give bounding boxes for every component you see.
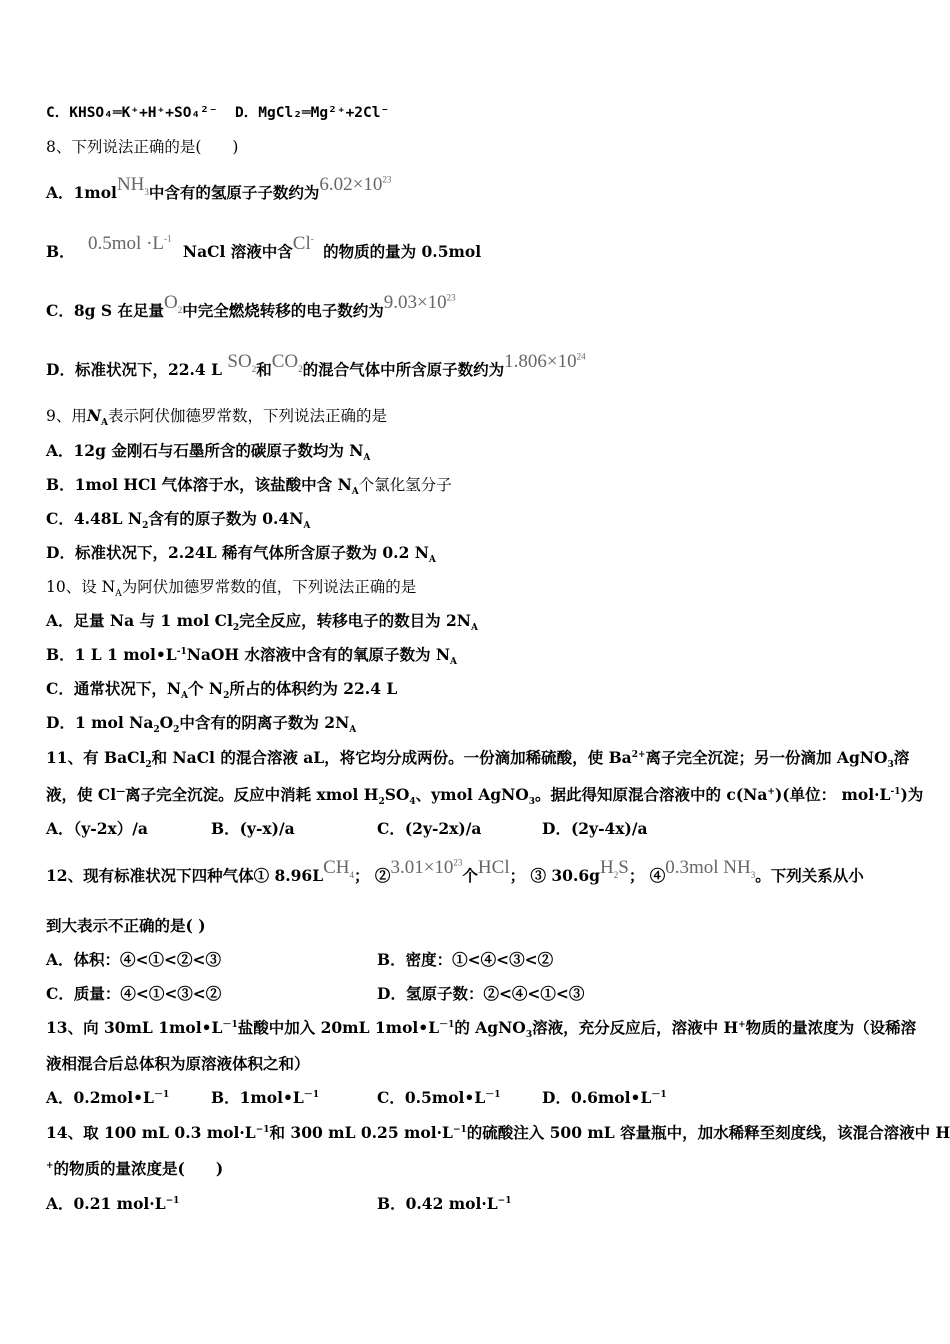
q10-option-c: C．通常状况下，$N_A$个 $N_2$所占的体积约为 22.4 L <box>46 679 398 702</box>
q7-option-c: C．KHSO₄═K⁺+H⁺+SO₄²⁻ <box>46 105 218 121</box>
q11-stem-line1: 11、有 BaCl$_2$和 NaCl 的混合溶液 aL，将它均分成两份。一份滴加稀硫酸，使 $Ba^{2+}$离子完全沉淀；另一份滴加 AgNO$_3$溶 <box>46 748 910 771</box>
q9-option-c: C．4.48L $N_2$含有的原子数为 $0.4N_A$ <box>46 509 311 532</box>
q11-option-c: C．(2y-2x)/a <box>377 819 482 838</box>
q9-option-b: B．1mol HCl 气体溶于水，该盐酸中含 $N_A$个氯化氢分子 <box>46 475 452 498</box>
q14-option-b: B．0.42 $mol\cdot L^{-1}$ <box>377 1194 512 1213</box>
q13-stem-line1: 13、向 30mL $1mol•L^{-1}$盐酸中加入 20mL $1mol•L^{-1}$的 AgNO$_3$溶液，充分反应后，溶液中 H+物质的量浓度为（设稀溶 <box>46 1018 917 1041</box>
q11-stem-line2: 液，使 Cl—离子完全沉淀。反应中消耗 xmol $H_2SO_4$、ymol AgNO$_3$。据此得知原混合溶液中的 c(Na+)(单位： $mol\cdot L^{-1}$)为 <box>46 785 924 808</box>
q14-stem-line2: +的物质的量浓度是( ) <box>46 1159 224 1178</box>
q14-option-a: A．0.21 $mol\cdot L^{-1}$ <box>46 1194 180 1213</box>
q8-option-d: D．标准状况下，22.4 L $SO_2$和$CO_2$的混合气体中所含原子数约为$1.806\times 10^{24}$ <box>46 351 586 379</box>
q13-stem-line2: 液相混合后总体积为原溶液体积之和） <box>46 1054 310 1073</box>
q13-option-a: A．$0.2mol•L^{-1}$ <box>46 1088 170 1107</box>
q12-option-d: D．氢原子数：②<④<①<③ <box>377 984 585 1003</box>
q9-option-a: A．12g 金刚石与石墨所含的碳原子数均为 $N_A$ <box>46 441 371 464</box>
q8-option-c: C．8g S 在足量$O_2$中完全燃烧转移的电子数约为$9.03\times 10^{23}$ <box>46 292 456 320</box>
q14-stem-line1: 14、取 100 mL 0.3 $mol\cdot L^{-1}$和 300 mL 0.25 $mol\cdot L^{-1}$的硫酸注入 500 mL 容量瓶中，加水稀释至刻度线，该混合溶液中 H <box>46 1123 950 1142</box>
q12-stem-line1: 12、现有标准状况下四种气体① $8.96LCH_4$； $②3.01\times 10^{23}$个HCl； ③ $30.6gH_2S$； ④0.3mol $NH_3$。下列关系从小 <box>46 857 864 885</box>
q13-option-c: C．$0.5mol•L^{-1}$ <box>377 1088 501 1107</box>
q13-option-b: B．$1mol•L^{-1}$ <box>211 1088 320 1107</box>
q10-option-a: A．足量 Na 与 1 mol $Cl_2$完全反应，转移电子的数目为 $2N_A$ <box>46 611 478 634</box>
q9-option-d: D．标准状况下，2.24L 稀有气体所含原子数为 0.2 $N_A$ <box>46 543 436 566</box>
q8-option-b: B． $0.5mol \cdot L^{-1}$ NaCl 溶液中含Cl- 的物质的量为 0.5mol <box>46 233 482 261</box>
q10-option-d: D．1 mol $Na_2O_2$中含有的阴离子数为 $2N_A$ <box>46 713 357 736</box>
q11-option-a: A．（y-2x）/a <box>46 819 148 838</box>
q8-stem: 8、下列说法正确的是( ) <box>46 138 239 156</box>
q13-option-d: D．$0.6mol•L^{-1}$ <box>542 1088 667 1107</box>
q9-stem: 9、用$N_A$表示阿伏伽德罗常数，下列说法正确的是 <box>46 406 388 429</box>
q12-option-c: C．质量：④<①<③<② <box>46 984 222 1003</box>
q11-option-b: B．(y-x)/a <box>211 819 295 838</box>
q12-option-a: A．体积：④<①<②<③ <box>46 950 221 969</box>
q7-option-d: D．MgCl₂═Mg²⁺+2Cl⁻ <box>235 105 390 121</box>
q8-option-a: A．1molNH$_3$中含有的氢原子子数约为$6.02\times 10^{23}$ <box>46 174 392 202</box>
q10-stem: 10、设 $N_A$为阿伏加德罗常数的值，下列说法正确的是 <box>46 578 417 600</box>
q12-option-b: B．密度：①<④<③<② <box>377 950 554 969</box>
q12-stem-line2: 到大表示不正确的是( ) <box>46 916 206 935</box>
q11-option-d: D．(2y-4x)/a <box>542 819 648 838</box>
q7-options <box>46 102 389 123</box>
q10-option-b: B．1 L 1 $mol•L^{-1}NaOH$ 水溶液中含有的氧原子数为 $N_A$ <box>46 645 458 668</box>
